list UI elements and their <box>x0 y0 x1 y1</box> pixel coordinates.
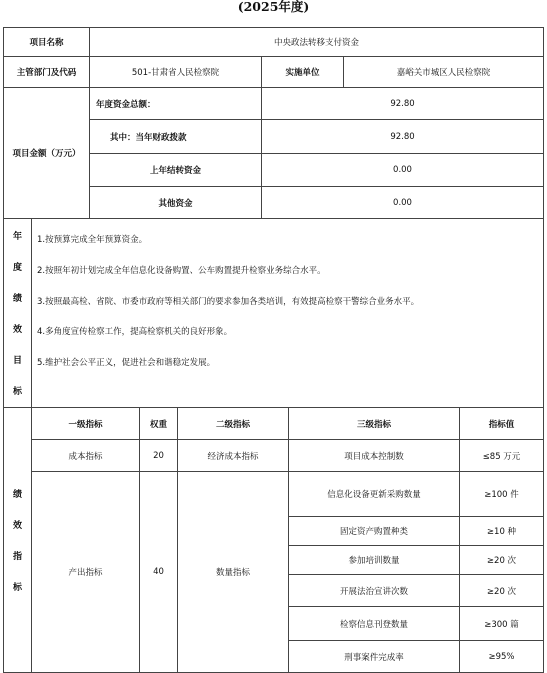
amount-fiscal-value: 92.80 <box>261 119 544 154</box>
header-level3: 三级指标 <box>288 407 460 440</box>
output-value: ≥20 次 <box>459 574 544 607</box>
header-value: 指标值 <box>459 407 544 440</box>
goal-item: 3.按照最高检、省院、市委市政府等相关部门的要求参加各类培训，有效提高检察干警综合业务水平。 <box>37 297 420 307</box>
goal-item: 4.多角度宣传检察工作，提高检察机关的良好形象。 <box>37 327 233 337</box>
output-level3: 参加培训数量 <box>288 545 460 575</box>
output-value: ≥300 篇 <box>459 606 544 641</box>
goal-item: 5.维护社会公平正义，促进社会和谐稳定发展。 <box>37 358 216 368</box>
output-value: ≥95% <box>459 640 544 673</box>
amount-total-label: 年度资金总额： <box>89 87 262 120</box>
header-level2: 二级指标 <box>177 407 289 440</box>
dept-value: 501-甘肃省人民检察院 <box>89 56 262 88</box>
dept-label: 主管部门及代码 <box>3 56 90 88</box>
output-level3: 开展法治宣讲次数 <box>288 574 460 607</box>
amount-fiscal-label: 其中：当年财政拨款 <box>89 119 262 154</box>
amount-total-value: 92.80 <box>261 87 544 120</box>
impl-value: 嘉峪关市城区人民检察院 <box>343 56 544 88</box>
output-level3: 信息化设备更新采购数量 <box>288 471 460 517</box>
indicators-label: 绩 效 指 标 <box>3 407 32 673</box>
output-level1: 产出指标 <box>31 471 140 673</box>
amount-other-value: 0.00 <box>261 186 544 219</box>
cost-level1: 成本指标 <box>31 439 140 472</box>
output-level2: 数量指标 <box>177 471 289 673</box>
amount-carryover-value: 0.00 <box>261 153 544 187</box>
cost-level2: 经济成本指标 <box>177 439 289 472</box>
output-level3: 刑事案件完成率 <box>288 640 460 673</box>
cost-level3: 项目成本控制数 <box>288 439 460 472</box>
goal-item: 1.按预算完成全年预算资金。 <box>37 235 148 245</box>
goal-item: 2.按照年初计划完成全年信息化设备购置、公车购置提升检察业务综合水平。 <box>37 266 326 276</box>
amount-other-label: 其他资金 <box>89 186 262 219</box>
cost-weight: 20 <box>139 439 178 472</box>
output-weight: 40 <box>139 471 178 673</box>
output-value: ≥100 件 <box>459 471 544 517</box>
page-title: (2025年度) <box>237 0 310 14</box>
amount-carryover-label: 上年结转资金 <box>89 153 262 187</box>
header-weight: 权重 <box>139 407 178 440</box>
output-value: ≥10 种 <box>459 516 544 546</box>
amount-label: 项目金额（万元） <box>3 87 90 219</box>
goals-label: 年 度 绩 效 目 标 <box>3 218 32 408</box>
cost-value: ≤85 万元 <box>459 439 544 472</box>
project-name-label: 项目名称 <box>3 27 90 57</box>
output-value: ≥20 次 <box>459 545 544 575</box>
header-level1: 一级指标 <box>31 407 140 440</box>
output-level3: 检察信息刊登数量 <box>288 606 460 641</box>
project-name-value: 中央政法转移支付资金 <box>89 27 544 57</box>
output-level3: 固定资产购置种类 <box>288 516 460 546</box>
goals-list <box>31 218 544 408</box>
impl-label: 实施单位 <box>261 56 344 88</box>
